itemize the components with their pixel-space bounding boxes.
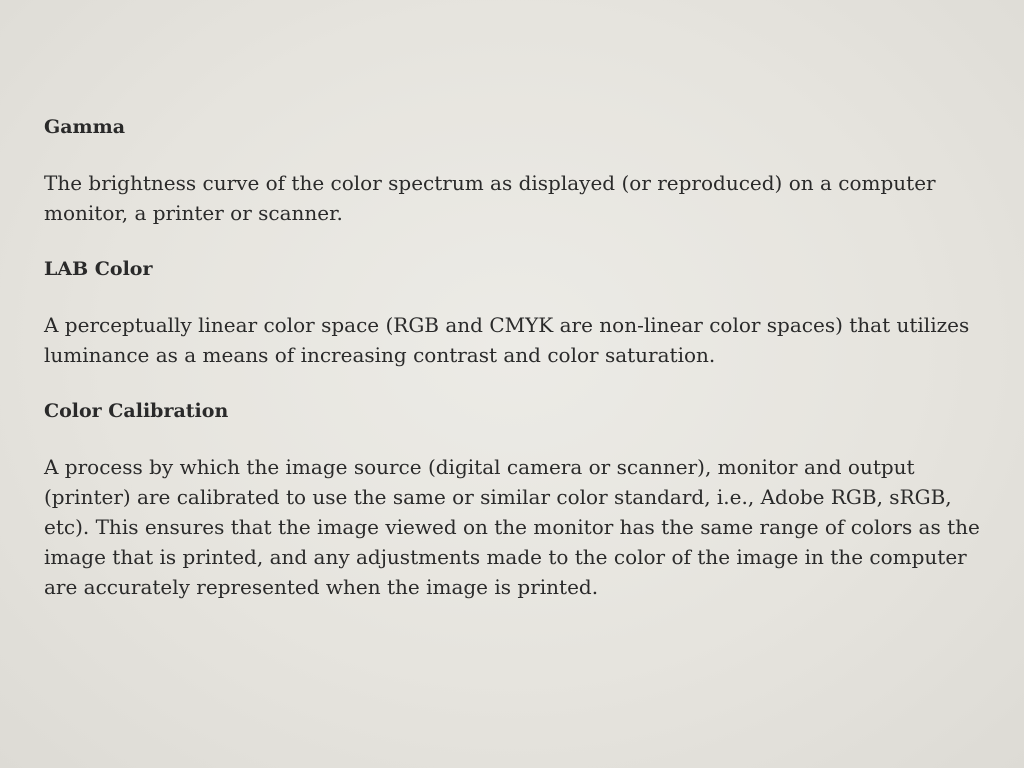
- term-heading: Color Calibration: [44, 400, 229, 422]
- slide-content: [44, 112, 988, 628]
- glossary-entry-gamma: [44, 112, 988, 228]
- glossary-entry-lab-color: [44, 254, 988, 370]
- glossary-entry-color-calibration: [44, 396, 988, 602]
- term-definition: A perceptually linear color space (RGB and CMYK are non-linear color spaces) that utilizes luminance as a means of increasing contrast and color saturation.: [44, 313, 970, 367]
- term-definition: A process by which the image source (digital camera or scanner), monitor and output (printer) are calibrated to use the same or similar color standard, i.e., Adobe RGB, sRGB, etc). This ensures that the image viewed on the monitor has the same range of colors as the image that is printed, and any adjustments made to the color of the image in the computer are accurately represented when the image is printed.: [44, 455, 980, 599]
- term-heading: Gamma: [44, 116, 126, 138]
- term-heading: LAB Color: [44, 258, 153, 280]
- term-definition: The brightness curve of the color spectrum as displayed (or reproduced) on a computer monitor, a printer or scanner.: [44, 171, 936, 225]
